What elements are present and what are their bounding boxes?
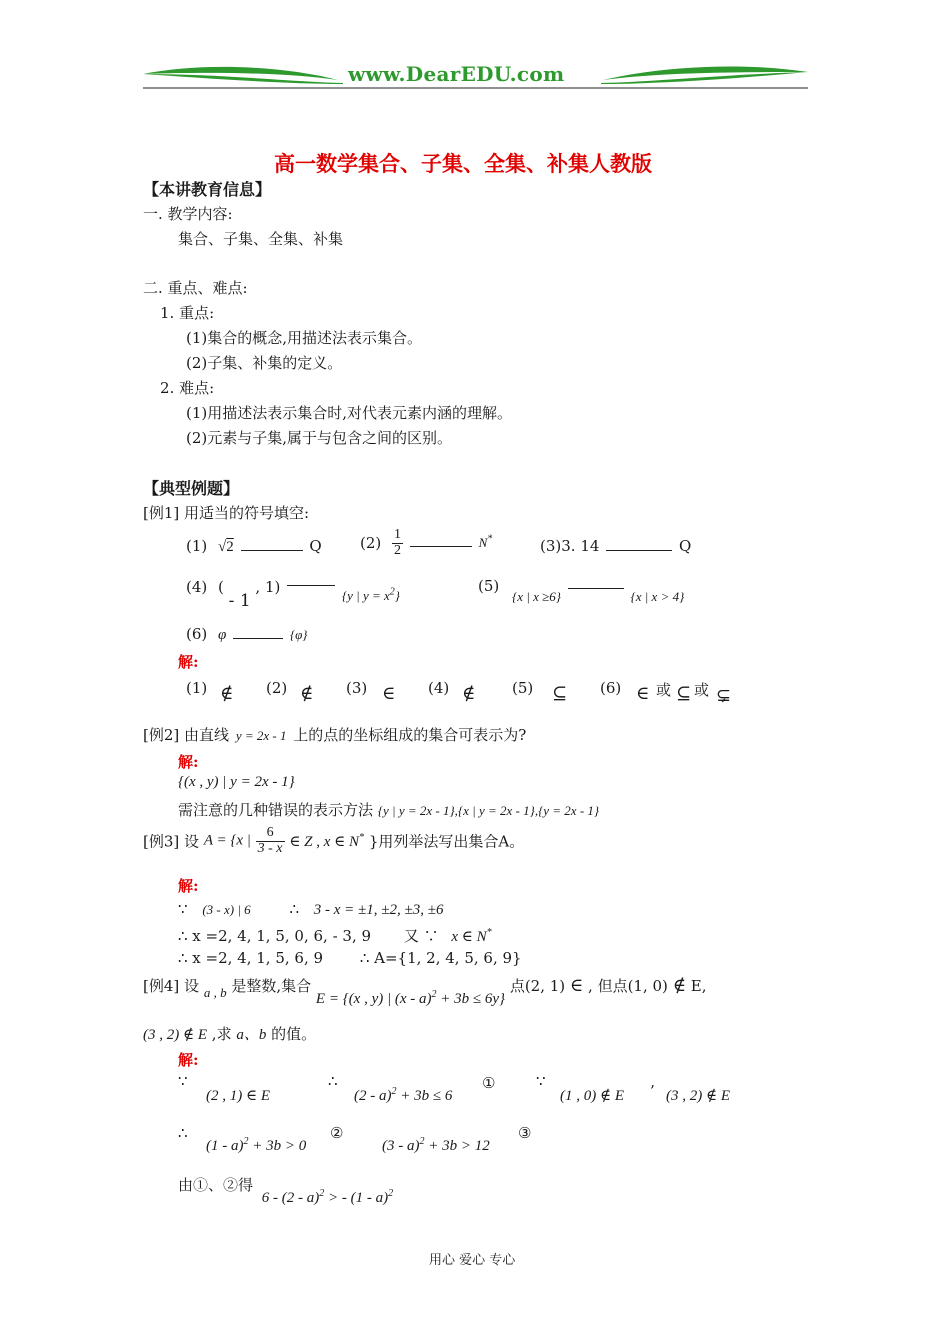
subset-symbol: ⊆ bbox=[552, 683, 568, 704]
ex4-step-3: 由①、②得 6 - (2 - a)$^2$ > - (1 - a)$^2$ bbox=[178, 1176, 394, 1206]
not-element-symbol: ∉ bbox=[300, 683, 314, 704]
item-content-label: 一. 教学内容: bbox=[143, 205, 233, 223]
difficulty-label: 2. 难点: bbox=[160, 379, 215, 397]
ex2-note: 需注意的几种错误的表示方法 {y | y = 2x - 1},{x | y = 2x - 1},{y = 2x - 1} bbox=[178, 801, 600, 819]
set-n-star: N* bbox=[478, 533, 493, 551]
page-title: 高一数学集合、子集、全集、补集人教版 bbox=[274, 151, 652, 176]
site-logo: www.DearEDU.com bbox=[348, 62, 565, 86]
ex2-answer: {(x , y) | y = 2x - 1} bbox=[178, 774, 295, 790]
fill-blank[interactable] bbox=[233, 636, 283, 639]
ex3-line-1: ∵ (3 - x) | 6 ∴ 3 - x = ±1, ±2, ±3, ±6 bbox=[178, 900, 444, 918]
item-content-text: 集合、子集、全集、补集 bbox=[178, 230, 344, 248]
ex1-part5: (5) {x | x ≥6} {x | x > 4} bbox=[478, 577, 685, 604]
ex1-part6: (6) φ {φ} bbox=[186, 625, 308, 643]
element-symbol: ∈ bbox=[569, 975, 584, 996]
ex4-solution-label: 解: bbox=[178, 1051, 199, 1069]
ex1-part1: (1) √2 Q bbox=[186, 537, 322, 555]
ex1-part2: (2) $\frac{1}{2}$ N* bbox=[360, 527, 493, 558]
example-1-label: [例1] 用适当的符号填空: bbox=[143, 504, 310, 522]
example-2-label: [例2] 由直线 y = 2x - 1 上的点的坐标组成的集合可表示为? bbox=[143, 726, 527, 744]
key-label: 1. 重点: bbox=[160, 304, 215, 322]
ex4-step-2: ∴ (1 - a)$^2$ + 3b > 0 ② (3 - a)$^2$ + 3b > 12 ③ bbox=[178, 1124, 532, 1154]
key-point-2: (2)子集、补集的定义。 bbox=[186, 354, 343, 372]
fraction-one-half: $\frac{1}{2}$ bbox=[394, 527, 402, 558]
ex3-line-3: ∴ x =2, 4, 1, 5, 6, 9 ∴ A={1, 2, 4, 5, 6, 9} bbox=[178, 949, 522, 967]
example-4-label: [例4] 设 a , b 是整数,集合 E = {(x , y) | (x - a)$^2$ + 3b ≤ 6y} 点(2, 1) ∈ , 但点(1, 0) ∉ E, bbox=[143, 975, 707, 1007]
ex1-part4: (4) ( - 1 , 1) {y | $y = x^2$} bbox=[186, 578, 400, 611]
fill-blank[interactable] bbox=[287, 583, 335, 586]
section-heading-examples: 【典型例题】 bbox=[143, 479, 240, 498]
ex3-solution-label: 解: bbox=[178, 877, 199, 895]
fraction-6-over-3-minus-x: $\frac{6}{3 - x}$ bbox=[257, 825, 283, 856]
not-element-symbol: ∉ bbox=[672, 975, 687, 996]
element-symbol: ∈ bbox=[382, 683, 396, 704]
item-keypoints-label: 二. 重点、难点: bbox=[143, 279, 248, 297]
fill-blank[interactable] bbox=[410, 544, 472, 547]
ex1-answers: (1) ∉ (2) ∉ (3) ∈ (4) ∉ (5) ⊆ (6) ∈ 或 ⊆ 或 ⊊ bbox=[186, 679, 732, 706]
fill-blank[interactable] bbox=[606, 548, 672, 551]
not-element-symbol: ∉ bbox=[462, 683, 476, 704]
set-y-x-squared: {y | $y = x^2$} bbox=[341, 586, 400, 603]
subset-symbol: ⊆ bbox=[676, 683, 692, 704]
sqrt-expression: √2 bbox=[218, 539, 234, 555]
page-footer: 用心 爱心 专心 bbox=[429, 1253, 516, 1268]
ex4-line-2: (3 , 2) ∉ E ,求 a、b 的值。 bbox=[143, 1025, 317, 1043]
ex1-solution-label: 解: bbox=[178, 653, 199, 671]
difficulty-2: (2)元素与子集,属于与包含之间的区别。 bbox=[186, 429, 453, 447]
key-point-1: (1)集合的概念,用描述法表示集合。 bbox=[186, 329, 423, 347]
ex1-part3: (3)3. 14 Q bbox=[540, 537, 692, 555]
difficulty-1: (1)用描述法表示集合时,对代表元素内涵的理解。 bbox=[186, 404, 513, 422]
fill-blank[interactable] bbox=[568, 586, 624, 589]
element-symbol: ∈ bbox=[636, 683, 650, 704]
not-element-symbol: ∉ bbox=[220, 683, 234, 704]
ex4-step-1: ∵ (2 , 1) ∈ E ∴ (2 - a)$^2$ + 3b ≤ 6 ① ∵ (1 , 0) ∉ E ’ (3 , 2) ∉ E bbox=[178, 1072, 731, 1104]
header-banner bbox=[143, 60, 808, 92]
example-3-label: [例3] 设 A = {x | $\frac{6}{3 - x}$ ∈ Z , x ∈ N* }用列举法写出集合A。 bbox=[143, 825, 525, 856]
ex3-line-2: ∴ x =2, 4, 1, 5, 0, 6, - 3, 9 又 ∵ x ∈ N* bbox=[178, 927, 492, 945]
proper-subset-symbol: ⊊ bbox=[716, 685, 732, 706]
ex2-solution-label: 解: bbox=[178, 753, 199, 771]
section-heading-info: 【本讲教育信息】 bbox=[143, 180, 272, 199]
fill-blank[interactable] bbox=[241, 548, 303, 551]
